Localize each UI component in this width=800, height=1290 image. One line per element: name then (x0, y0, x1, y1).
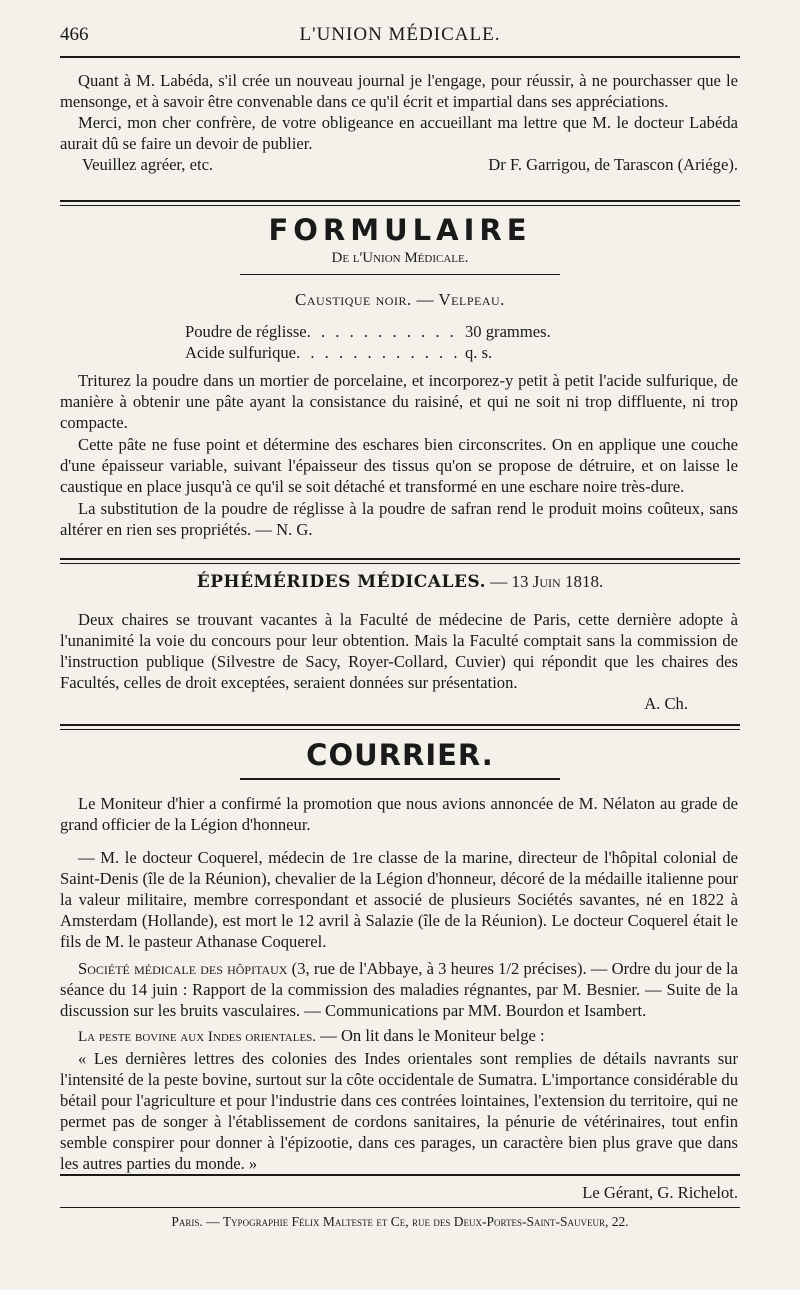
page-number: 466 (60, 24, 89, 45)
courrier-lead: La peste bovine aux Indes orientales. (78, 1029, 317, 1045)
section-rule (60, 729, 740, 730)
ephemerides-date: — 13 Juin 1818. (490, 572, 604, 591)
letter-block (60, 70, 738, 175)
courrier-lead: Société médicale des hôpitaux (78, 959, 288, 978)
ingredient-name: Poudre de réglisse (185, 322, 307, 341)
courrier-paragraph: — M. le docteur Coquerel, médecin de 1re classe de la marine, directeur de l'hôpital colonial de Saint-Denis (île de la Réunion), chevalier de la Légion d'honneur, décoré de la médaille italienne pour la valeur militaire, membre correspondant et associé de plusieurs Sociétés savantes, né en 1822 à Amsterdam (Hollande), est mort le 12 avril à Salazie (île de la Réunion). Le docteur Coquerel était le fils de M. le pasteur Athanase Coquerel. (60, 848, 738, 951)
courrier-paragraph (60, 1025, 738, 1048)
section-rule (60, 558, 740, 560)
ephemerides-signature: A. Ch. (644, 694, 688, 713)
courrier-paragraph: Le Moniteur d'hier a confirmé la promotion que nous avions annoncée de M. Nélaton au grade de grand officier de la Légion d'honneur. (60, 794, 738, 834)
letter-paragraph: Merci, mon cher confrère, de votre obligeance en accueillant ma lettre que M. le docteur Labéda aurait dû se faire un devoir de publier. (60, 113, 738, 153)
footer-rule (60, 1207, 740, 1208)
courrier-text: (3, rue de l'Abbaye, à 3 heures 1/2 précises). — Ordre du jour de la séance du 14 juin : Rapport de la commission des maladies régnantes, par M. Besnier. — Suite de la discussion sur les bruits vasculaires. — Communications par MM. Bourdon et Isambert. (60, 959, 738, 1020)
formulaire-subtitle: De l'Union Médicale. (331, 250, 469, 266)
ingredient-name: Acide sulfurique (185, 343, 297, 362)
courrier-body (60, 793, 738, 1174)
closing-rule (60, 1174, 740, 1176)
ingredient-qty: q. s. (465, 343, 493, 362)
letter-closing: Veuillez agréer, etc. (82, 155, 214, 174)
imprint-line: Paris. — Typographie Félix Malteste et Ce, rue des Deux-Portes-Saint-Sauveur, 22. (171, 1214, 629, 1229)
subtitle-rule (240, 274, 560, 275)
ephemerides-body (60, 609, 738, 714)
ephemerides-title: ÉPHÉMÉRIDES MÉDICALES. (196, 572, 486, 592)
letter-paragraph: Quant à M. Labéda, s'il crée un nouveau journal je l'engage, pour réussir, à ne pourchasser que le mensonge, et à savoir être convenable dans ce qu'il écrit et impartial dans ses appréciations. (60, 71, 738, 111)
page-header (60, 22, 740, 52)
ephemerides-heading (60, 572, 740, 592)
ingredient-qty: 30 grammes. (465, 322, 551, 341)
section-rule (60, 200, 740, 202)
letter-signature: Dr F. Garrigou, de Tarascon (Ariége). (488, 155, 738, 174)
formulaire-body (60, 370, 738, 540)
section-rule (60, 563, 740, 564)
section-rule (60, 205, 740, 206)
formulaire-paragraph: Cette pâte ne fuse point et détermine des eschares bien circonscrites. On en applique une couche d'une épaisseur variable, suivant l'épaisseur des tissus qu'on se propose de détruire, et on laisse le caustique en place jusqu'à ce qu'il se soit détaché et transformé en une eschare noire très-dure. (60, 435, 738, 496)
courrier-title: COURRIER. (306, 738, 494, 772)
gerant-line: Le Gérant, G. Richelot. (582, 1183, 738, 1202)
ephemerides-paragraph: Deux chaires se trouvant vacantes à la Faculté de médecine de Paris, cette dernière adopte à l'unanimité la voie du concours pour leur obtention. Mais la Faculté comptait sans la commission de l'instruction publique (Silvestre de Sacy, Royer-Collard, Cuvier) qui répondit que les chaires des Facultés, celles de droit exceptées, seraient données sur présentation. (60, 610, 738, 692)
formulaire-paragraph: Triturez la poudre dans un mortier de porcelaine, et incorporez-y petit à petit l'acide sulfurique, de manière à obtenir une pâte ayant la consistance du raisiné, et qui ne soit ni trop diffluente, ni trop compacte. (60, 371, 738, 432)
section-rule (60, 724, 740, 726)
courrier-paragraph: « Les dernières lettres des colonies des Indes orientales sont remplies de détails navrants sur l'intensité de la peste bovine, surtout sur la côte occidentale de Sumatra. L'importance considérable du bétail pour l'agriculture et pour l'industrie dans ces contrées lointaines, l'extension du territoire, qui ne permet pas de songer à l'établissement de cordons sanitaires, la pénurie de vétérinaires, tout enfin semble conspirer pour donner à l'épizootie, dans ces parages, un caractère bien plus grave que dans les autres parties du monde. » (60, 1049, 738, 1173)
courrier-rule (240, 778, 560, 780)
recipe-title: Caustique noir. — Velpeau. (295, 290, 505, 309)
ingredient-row: Poudre de réglisse. . . . . . . . . . . (185, 322, 457, 341)
formulaire-title: FORMULAIRE (268, 213, 532, 247)
journal-title: L'UNION MÉDICALE. (299, 24, 501, 45)
header-rule (60, 56, 740, 58)
courrier-text: — On lit dans le Moniteur belge : (320, 1026, 545, 1045)
courrier-paragraph (60, 958, 738, 1021)
ingredient-row: Acide sulfurique. . . . . . . . . . . . (185, 343, 461, 362)
formulaire-paragraph: La substitution de la poudre de réglisse à la poudre de safran rend le produit moins coûteux, sans altérer en rien ses propriétés. — N. G. (60, 499, 738, 539)
